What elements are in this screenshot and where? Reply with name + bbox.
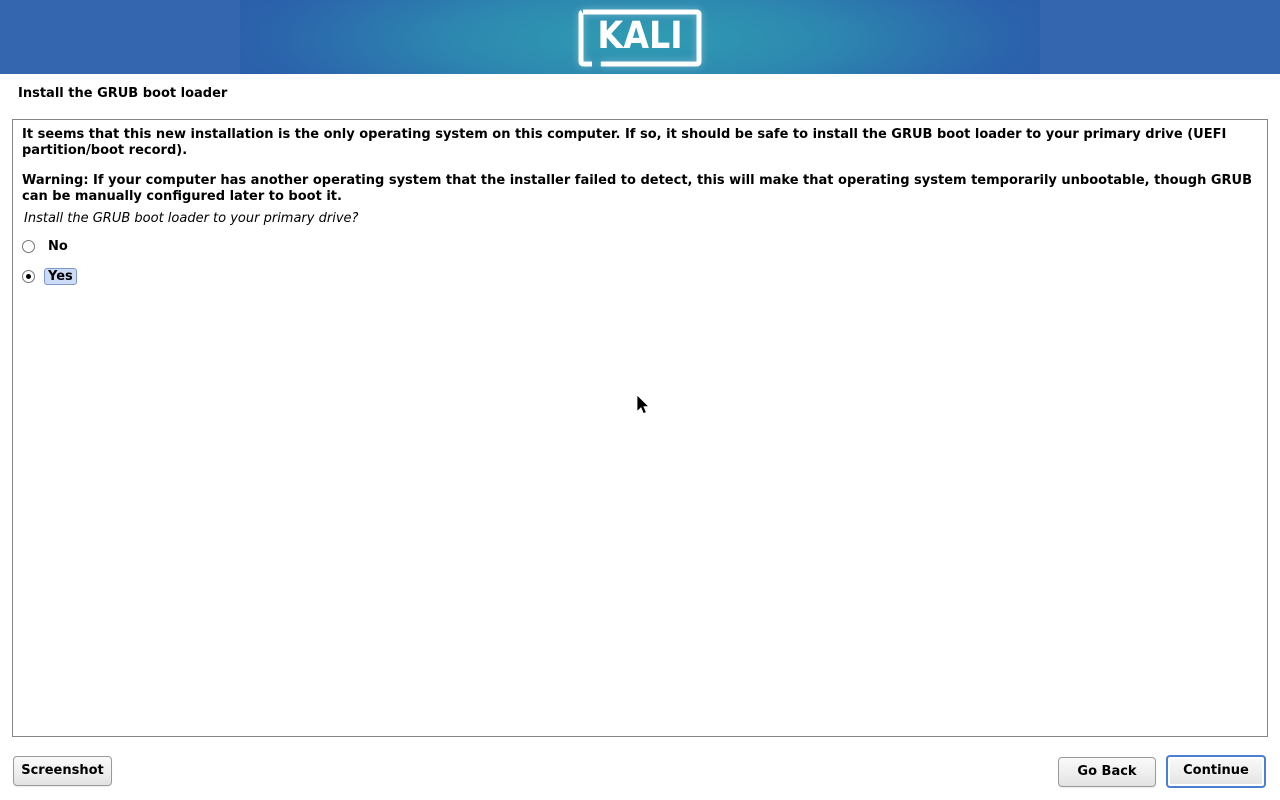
content-box [12, 119, 1268, 737]
info-paragraph: It seems that this new installation is the only operating system on this computer. If so, it should be safe to install the GRUB boot loader to your primary drive (UEFI partition/boot record). [22, 127, 1227, 158]
go-back-button[interactable]: Go Back [1058, 757, 1156, 787]
banner [0, 0, 1280, 74]
warning-paragraph: Warning: If your computer has another operating system that the installer failed to detect, this will make that operating system temporarily unbootable, though GRUB can be manually configured later to boot it. [22, 173, 1252, 204]
page-title: Install the GRUB boot loader [18, 86, 228, 101]
radio-option-no[interactable] [22, 238, 1258, 255]
radio-button-no-icon[interactable] [22, 240, 35, 253]
screenshot-button[interactable]: Screenshot [13, 756, 112, 786]
question-text: Install the GRUB boot loader to your primary drive? [24, 211, 359, 226]
radio-button-yes-icon[interactable] [22, 270, 35, 283]
radio-option-yes[interactable] [22, 268, 1258, 285]
kali-logo [576, 8, 704, 68]
kali-logo-text: KALI [597, 14, 683, 57]
continue-button[interactable]: Continue [1166, 755, 1266, 788]
radio-label-yes[interactable]: Yes [44, 268, 77, 285]
radio-label-no[interactable]: No [48, 239, 68, 254]
